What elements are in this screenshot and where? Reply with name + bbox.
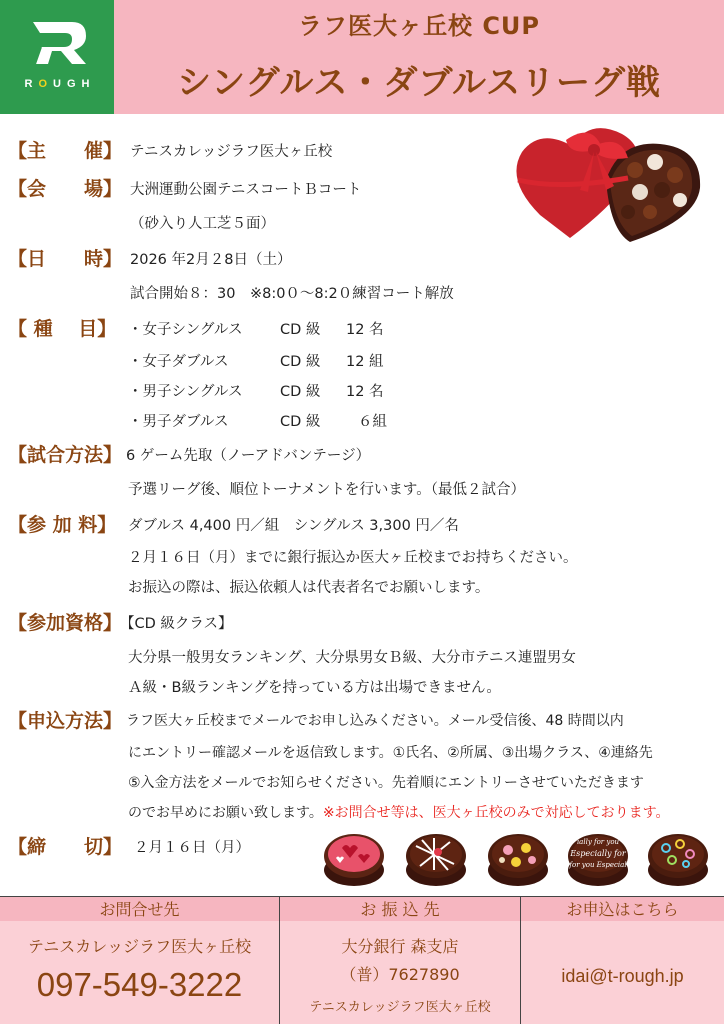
contact-phone[interactable]: 097-549-3222: [36, 966, 243, 1003]
event-grade: CD 級: [280, 354, 321, 370]
transfer-header: お 振 込 先: [360, 900, 440, 919]
rough-r-icon: [0, 0, 114, 114]
event-subtitle: ラフ医大ヶ丘校 CUP: [297, 12, 541, 40]
event-grade: CD 級: [280, 384, 321, 400]
venue-label: 【会 場】: [8, 178, 123, 200]
account-holder: テニスカレッジラフ医大ヶ丘校: [309, 1000, 491, 1015]
contact-note: ※お問合せ等は、医大ヶ丘校のみで対応しております。: [322, 805, 670, 821]
flower-chocolate-icon: [486, 830, 550, 890]
script-chocolate-icon: [566, 830, 630, 890]
eligibility-note: Ａ級・B級ランキングを持っている方は出場できません。: [128, 680, 501, 696]
bank-name: 大分銀行 森支店: [341, 937, 459, 956]
organizer-label: 【主 催】: [8, 140, 123, 162]
heart-chocolate-icon: [322, 830, 386, 890]
event-title: シングルス・ダブルスリーグ戦: [176, 63, 662, 103]
logo-wordmark: ROUGH: [24, 78, 96, 90]
venue-value: 大洲運動公園テニスコートＢコート: [130, 182, 362, 198]
application-label: 【申込方法】: [8, 710, 123, 732]
start-time-note: 試合開始８：30 ※8:0０～8:2０練習コート解放: [130, 286, 454, 302]
event-grade: CD 級: [280, 322, 321, 338]
rough-logo: [0, 0, 114, 114]
organizer-value: テニスカレッジラフ医大ヶ丘校: [130, 144, 333, 160]
event-count: 12 名: [346, 384, 384, 400]
application-text: にエントリー確認メールを返信致します。①氏名、②所属、③出場クラス、④連絡先: [128, 745, 653, 761]
fee-label: 【参 加 料】: [8, 514, 117, 536]
datetime-label: 【日 時】: [8, 248, 123, 270]
datetime-value: 2026 年2月２8日（土）: [130, 252, 292, 268]
event-name: ・男子ダブルス: [128, 414, 229, 430]
event-count: 12 組: [346, 354, 384, 370]
venue-note: （砂入り人工芝５面）: [130, 216, 275, 232]
floral-chocolate-icon: [646, 830, 710, 890]
event-grade: CD 級: [280, 414, 321, 430]
event-count: ６組: [358, 414, 387, 430]
events-label: 【 種 目】: [8, 318, 117, 340]
eligibility-note: 大分県一般男女ランキング、大分県男女Ｂ級、大分市テニス連盟男女: [128, 650, 576, 666]
event-count: 12 名: [346, 322, 384, 338]
striped-chocolate-icon: [404, 830, 468, 890]
event-name: ・女子ダブルス: [128, 354, 229, 370]
title-banner: [114, 0, 724, 114]
eligibility-value: 【CD 級クラス】: [120, 616, 233, 632]
contact-header: お問合せ先: [99, 900, 180, 919]
chocolate-script-text: ially for you: [576, 838, 620, 846]
fee-transfer-note: お振込の際は、振込依頼人は代表者名でお願いします。: [128, 580, 490, 596]
chocolate-script-text: for you Especial: [569, 861, 627, 869]
format-value: 6 ゲーム先取（ノーアドバンテージ）: [126, 448, 371, 464]
application-text: ⑤入金方法をメールでお知らせください。先着順にエントリーさせていただきます: [128, 775, 644, 791]
format-note: 予選リーグ後、順位トーナメントを行います。（最低２試合）: [128, 482, 526, 498]
event-name: ・男子シングルス: [128, 384, 243, 400]
application-text: [128, 802, 670, 822]
contact-school-name: テニスカレッジラフ医大ヶ丘校: [27, 937, 252, 956]
application-text-end: のでお早めにお願い致します。: [128, 805, 323, 821]
fee-payment-note: ２月１６日（月）までに銀行振込か医大ヶ丘校までお持ちください。: [128, 550, 578, 566]
apply-header: お申込はこちら: [566, 900, 679, 919]
bank-account: （普）7627890: [340, 965, 460, 984]
event-name: ・女子シングルス: [128, 322, 243, 338]
deadline-value: ２月１６日（月）: [134, 840, 250, 856]
apply-email[interactable]: idai@t-rough.jp: [561, 966, 684, 986]
eligibility-label: 【参加資格】: [8, 612, 123, 634]
heart-chocolate-box-illustration: [510, 120, 710, 245]
application-text: ラフ医大ヶ丘校までメールでお申し込みください。メール受信後、48 時間以内: [126, 713, 624, 729]
fee-value: ダブルス 4,400 円／組 シングルス 3,300 円／名: [128, 518, 459, 534]
format-label: 【試合方法】: [8, 444, 123, 466]
deadline-label: 【締 切】: [8, 836, 123, 858]
chocolate-script-text: Especially for: [570, 849, 626, 858]
